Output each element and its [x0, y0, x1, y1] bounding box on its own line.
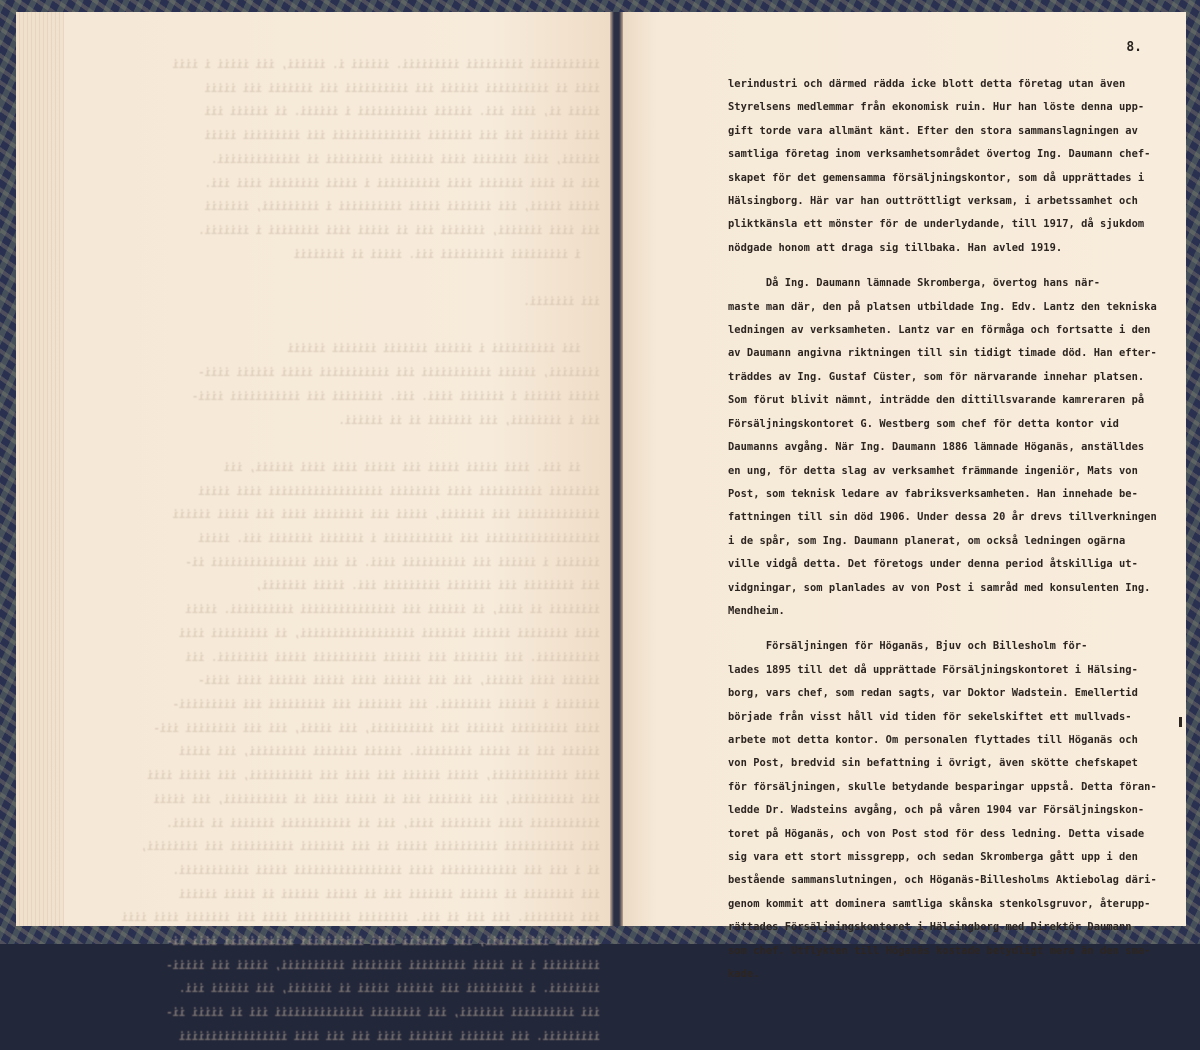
text-line: en ung, för detta slag av verksamhet främmande ingeniör, Mats von — [728, 464, 1138, 477]
text-line: Då Ing. Daumann lämnade Skromberga, övertog hans när- — [728, 277, 1101, 290]
book-gutter — [610, 12, 623, 926]
text-line: Styrelsens medlemmar från ekonomisk ruin. Hur han löste denna upp- — [728, 101, 1145, 114]
paragraph-gap — [728, 260, 1168, 272]
text-line: lades 1895 till det då upprättade Försäljningskontoret i Hälsing- — [728, 663, 1138, 676]
right-page — [623, 12, 1186, 981]
text-line: bestående sammanslutningen, och Höganäs-Billesholms Aktiebolag däri- — [728, 874, 1157, 887]
text-line: började från visst håll vid tiden för sekelskiftet ett mullvads- — [728, 710, 1132, 723]
text-line: borg, vars chef, som redan sagts, var Doktor Wadstein. Emellertid — [728, 687, 1138, 700]
margin-marks — [24, 112, 64, 712]
text-line: samtliga företag inom verksamhetsområdet övertog Ing. Daumann chef- — [728, 148, 1151, 161]
text-line: Försäljningen för Höganäs, Bjuv och Billesholm för- — [728, 640, 1088, 653]
text-line: Daumanns avgång. När Ing. Daumann 1886 lämnade Höganäs, anställdes — [728, 441, 1145, 454]
text-line: kade. — [728, 968, 760, 981]
page-number: 8. — [1126, 40, 1142, 55]
text-line: vidgningar, som planlades av von Post i samråd med konsulenten Ing. — [728, 581, 1151, 594]
text-line: ville vidgå detta. Det företogs under denna period åtskilliga ut- — [728, 558, 1138, 571]
text-line: som chef. Utflykten till Höganäs kostade betydligt mera än den sma- — [728, 944, 1151, 957]
text-line: Som förut blivit nämnt, inträdde den dittillsvarande kamreraren på — [728, 394, 1145, 407]
text-line: träddes av Ing. Gustaf Cüster, som för närvarande innehar platsen. — [728, 370, 1145, 383]
margin-tick — [1179, 717, 1182, 727]
left-page — [16, 12, 610, 1043]
text-line: von Post, bredvid sin befattning i övrigt, även skötte chefskapet — [728, 757, 1138, 770]
text-line: ledde Dr. Wadsteins avgång, och på våren 1904 var Försäljningskon- — [728, 804, 1145, 817]
text-line: toret på Höganäs, och von Post stod för dess ledning. Detta visade — [728, 827, 1145, 840]
show-through-text: iiiiiiiiiii iiiiiiiii iiiiiiiii. iiiiii i. iiiiii, iii iiiii i iiii iiii ii iiiiiiiiii iiiiii iii iiiiiiiiii iii iiiiiii iii iiiii iiiii ii, iiii iii. iiiiii iiiiiiiiiii i iiiiii. ii iiiiii iii iiii iiiiii iii iii iiiiiii iiiiiiiiiiiiii iii iiiiiiiii iiiii iiiiii, iiii iiiiiii iiii iiiiiii iiiiiiiii ii iiiiiiiiiiiii. iii ii iiii iiiiiii iiii iiiiiiiiii i iiiii iiiiiiii iiii iii. iiiii iiiii, iii iiiiiii iiiii iiiiiiiiii i iiiiiiiii, iiiiiii iii iiii iiiiiii, iiiiiii iii ii iiiii iiii iiiiiiii i iiiiiii. i iiiiiiiii iiiiiiiiii iii. iiiii ii iiiiiiii iii iiiiiii. iii iiiiiiiiii i iiiiii iiiiiii iiiiiii iiiiii iiiiiiii, iiiiii iiiiiiiiiii iii iiiiiiiiiii iiiii iiiiii iiii- iiiii iiiiii i iiiiiii iiii. iii. iiiiiiii iii iiiiiiiiiii iiii- iii i iiiiiiii, iii iiiiiii ii ii iiiiii. ii iii. iiii iiiii iiiii iii iiiii iiii iiii iiiiii, iii iiiiiiii iiiiiiiiii iiii iiiiiiii iiiiiiiiiiiiiiiiii iiii iiiii iiiiiiiiiiiii iii iiiiiii, iiiii iii iiiiiiii iiii iii iiiii iiiiii iiiiiiiiiiiiiiiiii iii iiiiiiiiiii i iiiiiii iiiiiii iii. iiiii iiiiiii i iiiiii iii iiiiiiiiii iiii. ii iiii iiiiiiiiiiiiiii ii- iii iiiiiiii iii iiiiiii iiiiiiiii iii. iiiii iiiiiii, iiiiiiii ii iiii, ii iiiiii iii iiiiiiiiiiiiiii iiiiiiiiii. iiiii iiii iiiiiiii iiiiii iiiiiii iiiiiiiiiiiiiiiiii, ii iiiiiiiii iiii iiiiiiiiii. iii iiiiiii iii iiiiii iiiiiiiiii iiiii iiiiiiii. iii iiiiii iiii iiiiii, iii iii iiiiii iiii iiiii iiiiii iiii iiii- iiiiiii i iiiiii iiiiiiii. iii iiiiiii iii iiiiiiiii iii iiiiiiiii- iiii iiiiiiiii iiiiii iii iiiiiiiiii, iii iiiii, iii iii iiiiiiii iii- iiiiii iii ii iiiii iiiiiiiii. iiiiii iiiiiii iiiiiiiii, iii iiiii iiii iiiiiiiiiiii, iiiii iiiiii iii iiii iii iiiiiiiiii, iii iiiii iiii iii iiiiiiiiii, iii iiiiiii iii ii iiiii iiii ii iiiiiiiiii, iii iiiii iiiiiiiiiii iiii iiiiiiii iiii, iii ii iiiiiiiiiii iiiiiii ii iiiii. iii iiiiiiiiiii iiiiiiiiii iiiii ii iii iiiiiii iiiiiiiiii iii iiiiiiii, ii i iii iii iiiiiiiiiiii iiii iiiiiiiiiiiiiiiii iiiii iiiiiiiiiii. iii iiiiiiii ii iiiiii iiiiiii iii ii iiiii iiiiii ii iiiii iiiiii iii iiiiiiii. iii iii ii iii. iiiiiiii iiiiiiiii iiii iii iiiiiii iiii iiii iiiiiii iiiiiiiiii, iii iiiiiii iiii iiiiiiiiii iiiiiiiiiii iiii ii- iiiiiiiii i ii iiiii iiiiiiiii iiiiiiii iiiiiiiiii, iiiii iii iiiii- iiiiiiii. i iiiiiiiii iii iiiiii iiiii ii iiiiiii, iii iiiiii iii. iii iiiiiiiiii iiiiiii, iii iiiiiiii iiiiiiiiiiiiii iii ii iiiii ii- iiiiiiiii. iii iiiiiii iiiiiii iiii iii iii iiii iiiiiiiiiiiiiiiii — [121, 59, 600, 1043]
text-line: lerindustri och därmed rädda icke blott detta företag utan även — [728, 78, 1126, 90]
text-line: genom kommit att dominera samtliga skånska stenkolsgruvor, återupp- — [728, 897, 1151, 910]
text-line: Mendheim. — [728, 604, 785, 617]
text-line: av Daumann angivna riktningen till sin tidigt timade död. Han efter- — [728, 347, 1157, 360]
text-line: maste man där, den på platsen utbildade Ing. Edv. Lantz den tekniska — [728, 300, 1157, 313]
page-text — [728, 73, 1168, 986]
text-line: sig vara ett stort missgrepp, och sedan Skromberga gått upp i den — [728, 851, 1138, 863]
text-line: Försäljningskontoret G. Westberg som chef för detta kontor vid — [728, 417, 1119, 430]
text-line: rättades Försäljningskontoret i Hälsingborg med Direktör Daumann — [728, 921, 1132, 934]
text-line: Hälsingborg. Här var han outtröttligt verksam, i arbetssamhet och — [728, 195, 1138, 208]
text-line: nödgade honom att draga sig tillbaka. Han avled 1919. — [728, 241, 1063, 254]
text-line: ledningen av verksamheten. Lantz var en förmåga och fortsatte i den — [728, 324, 1151, 337]
text-line: pliktkänsla ett mönster för de underlydande, till 1917, då sjukdom — [728, 218, 1145, 231]
text-line: arbete mot detta kontor. Om personalen flyttades till Höganäs och — [728, 733, 1138, 746]
text-line: Post, som teknisk ledare av fabriksverksamheten. Han innehade be- — [728, 487, 1138, 500]
text-line: i de spår, som Ing. Daumann planerat, om också ledningen ogärna — [728, 534, 1126, 547]
paragraph-gap — [728, 623, 1168, 635]
text-line: skapet för det gemensamma försäljningskontor, som då upprättades i — [728, 171, 1145, 184]
text-line: fattningen till sin död 1906. Under dessa 20 år drevs tillverkningen — [728, 511, 1157, 524]
text-line: för försäljningen, skulle betydande besparingar uppstå. Detta föran- — [728, 780, 1157, 793]
text-line: gift torde vara allmänt känt. Efter den stora sammanslagningen av — [728, 124, 1138, 137]
open-book — [16, 12, 1186, 1043]
